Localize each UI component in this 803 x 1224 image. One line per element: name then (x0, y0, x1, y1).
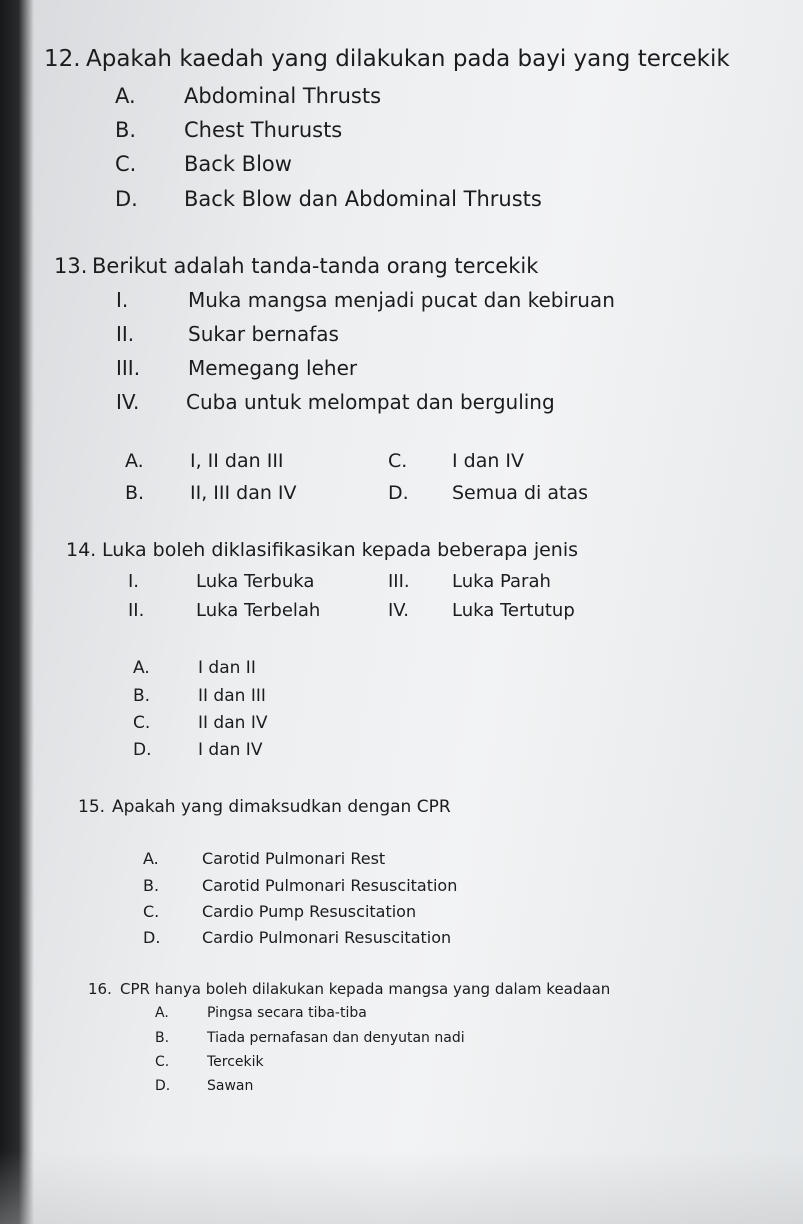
option-label: A. (125, 450, 144, 472)
option-text: Sawan (207, 1078, 254, 1094)
option-label: A. (115, 84, 136, 108)
question-number: 12. (44, 46, 81, 72)
option-text: Carotid Pulmonari Rest (202, 849, 386, 868)
question-number: 16. (88, 980, 112, 998)
option-text: I dan IV (198, 740, 263, 760)
question-text: CPR hanya boleh dilakukan kepada mangsa yang dalam keadaan (120, 980, 611, 998)
option-label: D. (388, 482, 409, 504)
question-text: Berikut adalah tanda-tanda orang tercekik (92, 254, 539, 278)
option-label: C. (388, 450, 408, 472)
question-number: 15. (78, 797, 106, 817)
option-label: B. (143, 876, 160, 895)
option-label: D. (155, 1078, 171, 1094)
page-edge-shadow (0, 0, 34, 1224)
option-text: Carotid Pulmonari Resuscitation (202, 876, 458, 895)
option-text: Cardio Pump Resuscitation (202, 902, 417, 921)
option-label: A. (155, 1005, 169, 1021)
option-label: D. (115, 187, 138, 211)
option-text: Semua di atas (452, 482, 588, 504)
statement-label: III. (116, 356, 141, 380)
option-text: I dan IV (452, 450, 525, 472)
option-label: B. (115, 118, 137, 142)
statement-label: I. (128, 571, 140, 592)
option-label: C. (155, 1054, 170, 1070)
question-text: Luka boleh diklasifikasikan kepada beberapa jenis (102, 539, 579, 561)
question-number: 14. (66, 539, 97, 561)
statement-text: Luka Tertutup (452, 600, 575, 621)
question-number: 13. (54, 254, 88, 278)
question-text: Apakah kaedah yang dilakukan pada bayi yang tercekik (86, 46, 730, 72)
option-label: D. (143, 928, 161, 947)
statement-label: IV. (116, 390, 140, 414)
statement-text: Memegang leher (188, 356, 358, 380)
option-text: I, II dan III (190, 450, 284, 472)
statement-text: Luka Terbuka (196, 571, 315, 592)
option-label: D. (133, 740, 152, 760)
option-label: C. (133, 713, 151, 733)
option-text: Back Blow (184, 152, 292, 176)
option-label: A. (143, 849, 159, 868)
option-text: Cardio Pulmonari Resuscitation (202, 928, 452, 947)
statement-text: Luka Terbelah (196, 600, 321, 621)
statement-text: Muka mangsa menjadi pucat dan kebiruan (188, 288, 615, 312)
option-text: Abdominal Thrusts (184, 84, 382, 108)
option-text: I dan II (198, 658, 256, 678)
option-text: Pingsa secara tiba-tiba (207, 1005, 367, 1021)
statement-label: II. (128, 600, 145, 621)
option-text: II dan IV (198, 713, 268, 733)
option-label: C. (115, 152, 137, 176)
option-label: B. (133, 686, 151, 706)
statement-text: Sukar bernafas (188, 322, 339, 346)
option-label: A. (133, 658, 150, 678)
option-text: Chest Thurusts (184, 118, 343, 142)
question-text: Apakah yang dimaksudkan dengan CPR (112, 797, 451, 817)
statement-text: Cuba untuk melompat dan berguling (186, 390, 555, 414)
statement-label: I. (116, 288, 129, 312)
option-label: B. (155, 1030, 170, 1046)
option-text: II, III dan IV (190, 482, 297, 504)
statement-label: II. (116, 322, 135, 346)
option-text: II dan III (198, 686, 266, 706)
option-text: Back Blow dan Abdominal Thrusts (184, 187, 542, 211)
statement-text: Luka Parah (452, 571, 551, 592)
statement-label: III. (388, 571, 410, 592)
option-text: Tiada pernafasan dan denyutan nadi (207, 1030, 465, 1046)
option-text: Tercekik (207, 1054, 264, 1070)
statement-label: IV. (388, 600, 410, 621)
page-bottom-shading (0, 1150, 803, 1224)
option-label: B. (125, 482, 145, 504)
option-label: C. (143, 902, 160, 921)
